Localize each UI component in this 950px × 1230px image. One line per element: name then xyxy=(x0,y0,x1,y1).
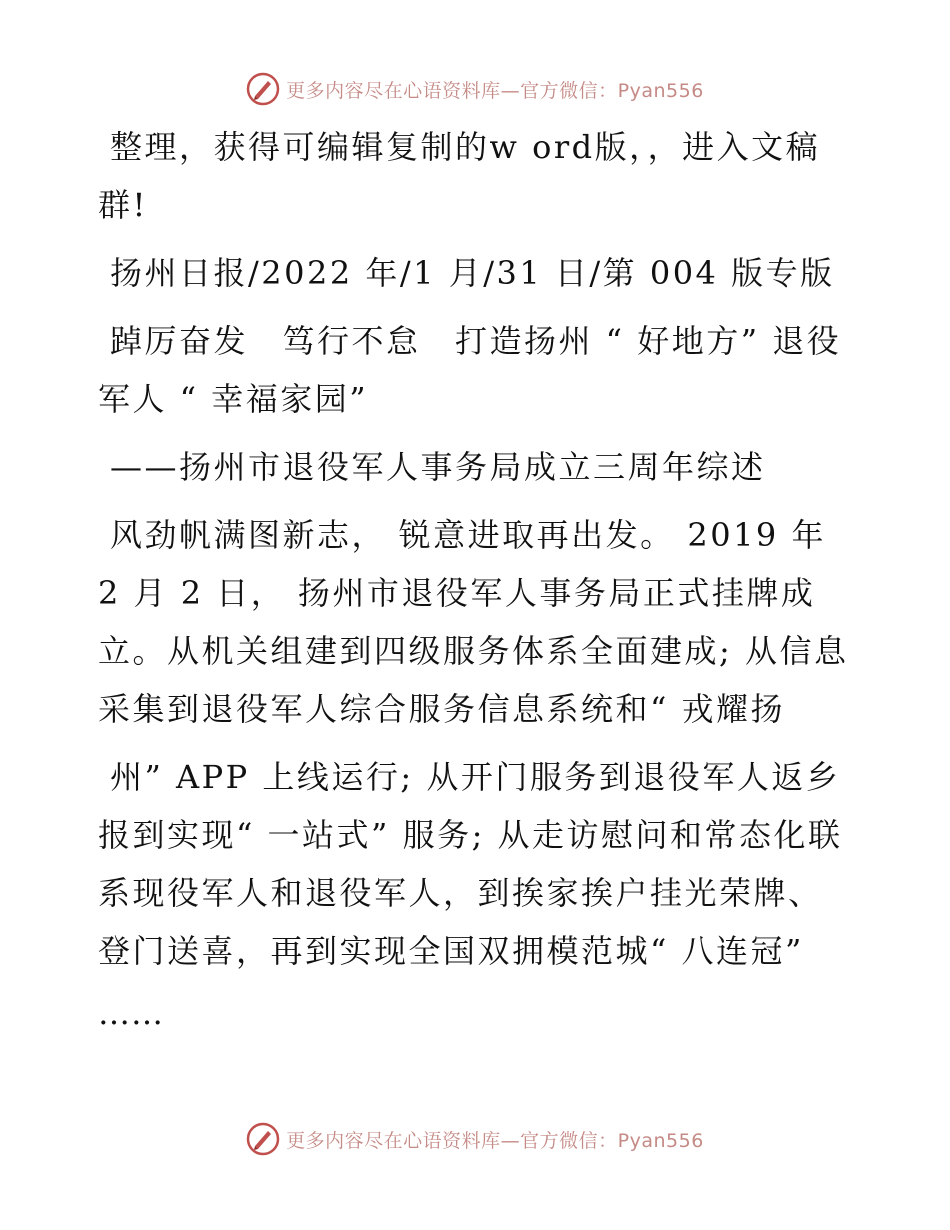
footer-watermark xyxy=(0,1122,950,1156)
pen-logo-icon xyxy=(246,72,280,106)
paragraph-body-2: 州” APP 上线运行; 从开门服务到退役军人返乡报到实现“ 一站式” 服务; 从走访慰问和常态化联系现役军人和退役军人，到挨家挨户挂光荣牌、登门送喜，再到实现全国双拥模范城“ 八连冠” xyxy=(98,758,843,970)
document-body xyxy=(98,118,850,1052)
article-subtitle: ——扬州市退役军人事务局成立三周年综述 xyxy=(110,448,766,486)
watermark-text: 更多内容尽在心语资料库—官方微信：Pyan556 xyxy=(286,79,704,102)
pen-logo-icon xyxy=(246,1122,280,1156)
paragraph-source: 扬州日报/2022 年/1 月/31 日/第 004 版专版 xyxy=(110,254,835,292)
header-watermark xyxy=(0,72,950,106)
paragraph-intro: 整理，获得可编辑复制的w ord版，，进入文稿群! xyxy=(98,128,821,224)
paragraph-ellipsis: …… xyxy=(98,994,164,1032)
article-title: 踔厉奋发 笃行不怠 打造扬州 “ 好地方” 退役军人 “ 幸福家园” xyxy=(98,322,842,418)
watermark-text: 更多内容尽在心语资料库—官方微信：Pyan556 xyxy=(286,1129,704,1152)
paragraph-body-1: 风劲帆满图新志， 锐意进取再出发。 2019 年 2 月 2 日， 扬州市退役军人事务局正式挂牌成立。从机关组建到四级服务体系全面建成; 从信息采集到退役军人综合服务信息系统和“ 戎耀扬 xyxy=(98,516,849,728)
